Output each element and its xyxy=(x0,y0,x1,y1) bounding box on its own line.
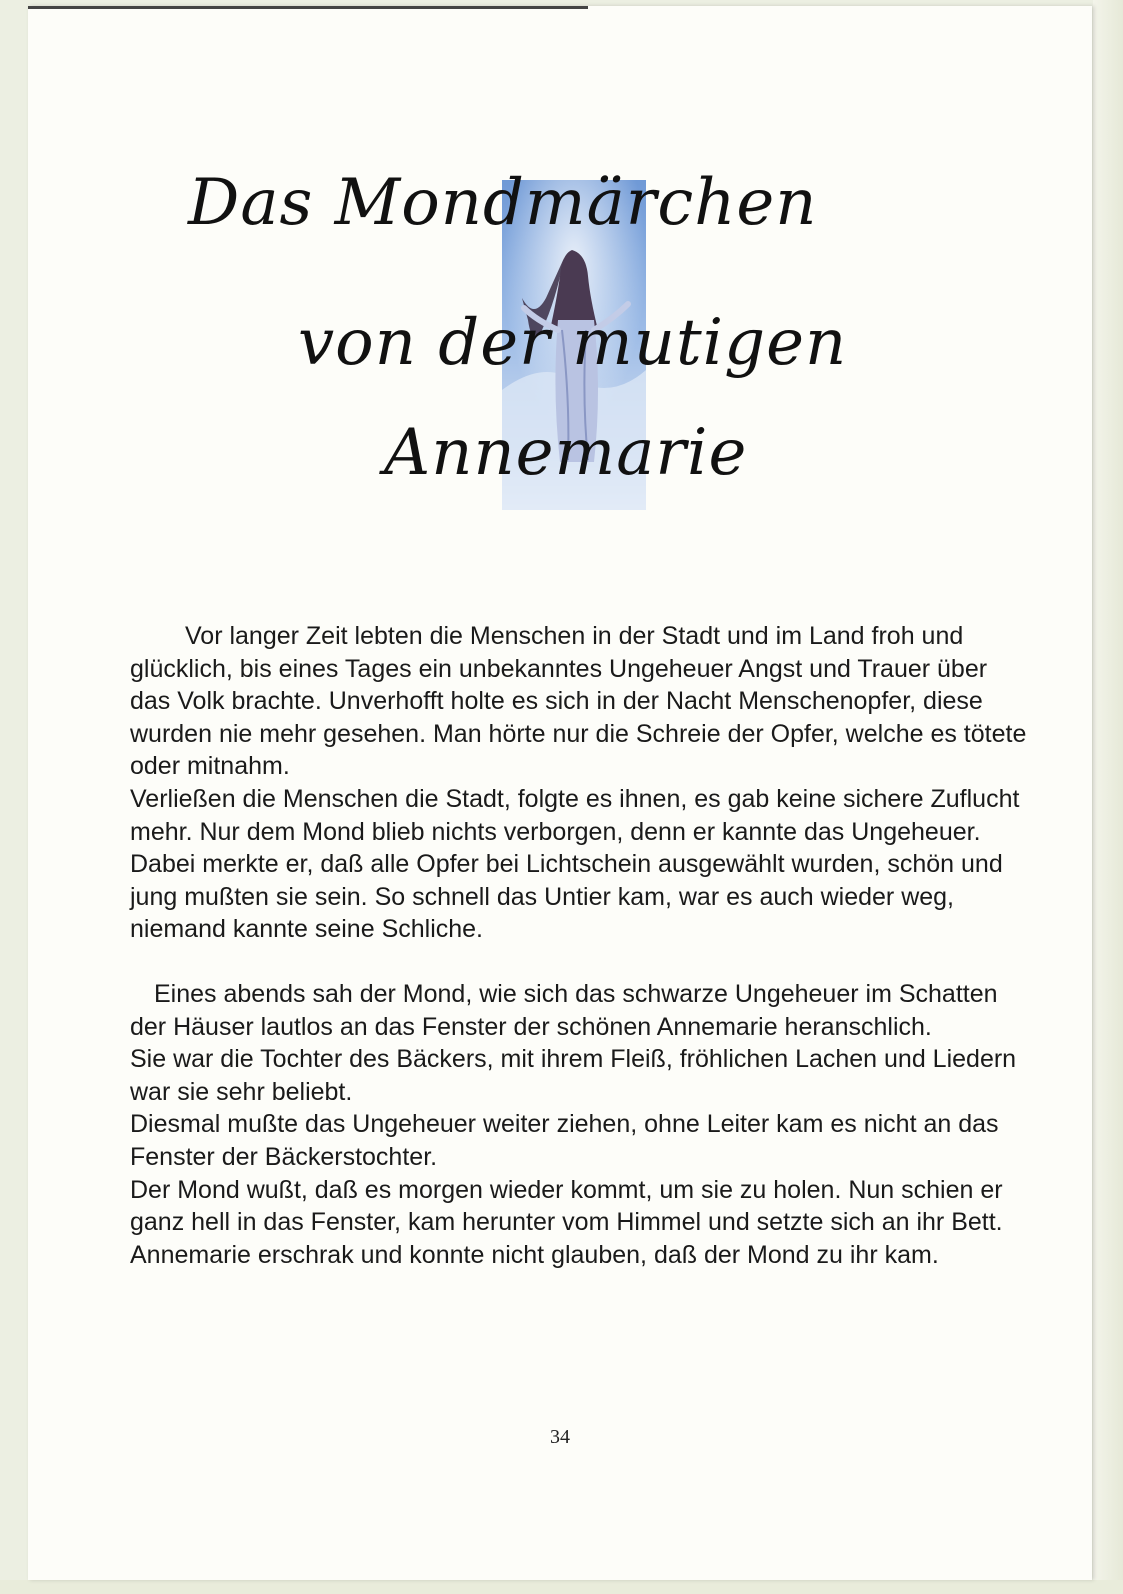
top-rule xyxy=(28,6,588,9)
paragraph: Eines abends sah der Mond, wie sich das schwarze Ungeheuer im Schatten der Häuser lautlos an das Fenster der schönen Annemarie heranschlich. xyxy=(130,979,998,1041)
story-text xyxy=(130,620,1034,1271)
paragraph: Dabei merkte er, daß alle Opfer bei Lichtschein ausgewählt wurden, schön und jung mußten sie sein. So schnell das Untier kam, war es auch wieder weg, niemand kannte seine Schliche. xyxy=(130,850,1003,944)
paragraph: Der Mond wußt, daß es morgen wieder kommt, um sie zu holen. Nun schien er ganz hell in das Fenster, kam herunter vom Himmel und setzte sich an ihr Bett. xyxy=(130,1175,1003,1237)
paragraph: Annemarie erschrak und konnte nicht glauben, daß der Mond zu ihr kam. xyxy=(130,1240,939,1269)
page-edge xyxy=(1093,0,1123,1594)
paragraph: Verließen die Menschen die Stadt, folgte es ihnen, es gab keine sichere Zuflucht mehr. Nur dem Mond blieb nichts verborgen, denn er kannte das Ungeheuer. xyxy=(130,784,1020,846)
paragraph: Sie war die Tochter des Bäckers, mit ihrem Fleiß, fröhlichen Lachen und Liedern war sie sehr beliebt. xyxy=(130,1045,1017,1106)
book-page xyxy=(28,6,1092,1580)
title-line-1: Das Mondmärchen xyxy=(188,166,818,240)
paragraph: Diesmal mußte das Ungeheuer weiter ziehen, ohne Leiter kam es nicht an das Fenster der Bäckerstochter. xyxy=(130,1110,999,1171)
paragraph: Vor langer Zeit lebten die Menschen in der Stadt und im Land froh und glücklich, bis eines Tages ein unbekanntes Ungeheuer Angst und Trauer über das Volk brachte. Unverhofft holte es sich in der Nacht Menschenopfer, diese wurden nie mehr gesehen. Man hörte nur die Schreie der Opfer, welche es tötete oder mitnahm. xyxy=(130,622,1027,781)
page-number: 34 xyxy=(550,1426,570,1448)
title-line-2: von der mutigen xyxy=(298,306,848,380)
page-edge-bottom xyxy=(0,1580,1123,1594)
title-line-3: Annemarie xyxy=(384,416,748,490)
